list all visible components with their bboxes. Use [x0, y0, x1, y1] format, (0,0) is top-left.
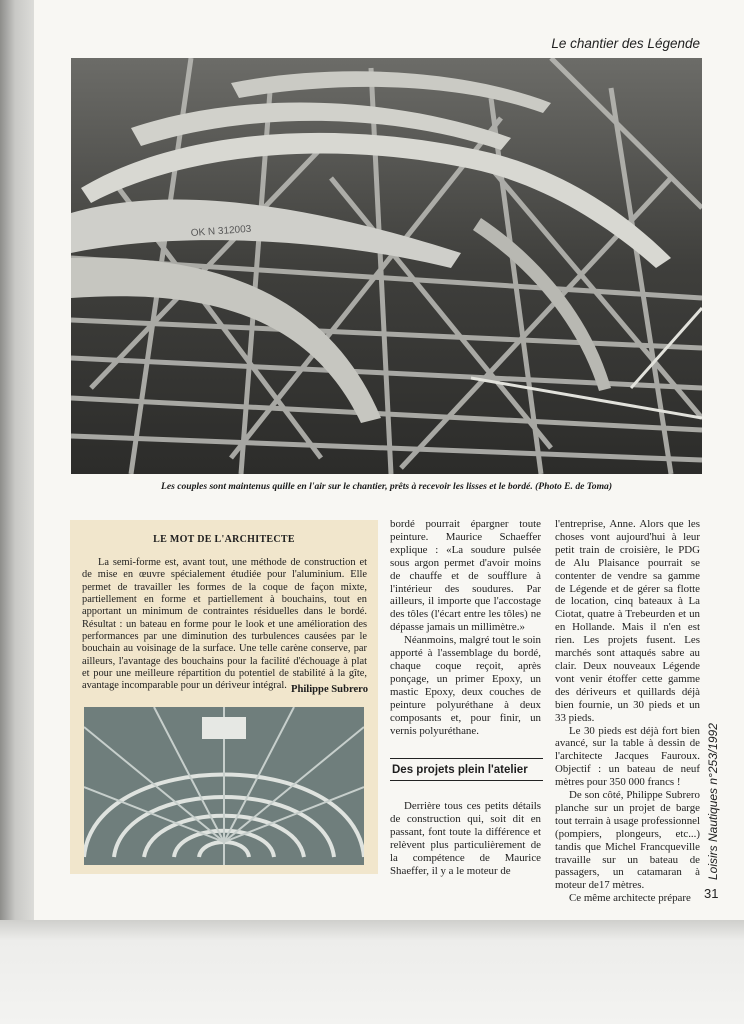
section-heading: Des projets plein l'atelier [390, 758, 543, 781]
paragraph: bordé pourrait épargner toute peinture. Maurice Schaeffer explique : «La soudure pulsée sous argon permet d'avoir moins de chauffe et de soufflure à l'intérieur des soudures. Par ailleurs, il importe que l'accostage des tôles (l'écart entre les tôles) ne dépasse jamais un millimètre.» [390, 518, 541, 634]
architect-sidebar [70, 520, 378, 874]
sidebar-author: Philippe Subrero [290, 684, 368, 695]
paragraph: Ce même architecte prépare [569, 892, 691, 905]
paragraph: Derrière tous ces petits détails de construction qui, soit dit en passant, font toute la différence et relèvent plus particulièrement de la compétence de Maurice Shaeffer, il y a le moteur de [390, 800, 541, 877]
article-column-3 [555, 518, 700, 905]
sidebar-text: La semi-forme est, avant tout, une méthode de construction et de mise en œuvre spécialement étudiée pour l'aluminium. Elle permet de travailler les formes de la coque de façon mixte, partiellement en forme et partiellement à bouchains, tout en apportant un minimum de contraintes résiduelles dans le bordé. Résultat : un bateau en forme pour le look et une amélioration des performances par une diminution des turbulences causées par le bouchain au voisinage de la surface. Une telle carène conserve, par ailleurs, l'avantage des bouchains pour la facilité d'échouage à plat et pour une meilleure répartition du potentiel de stabilité à la gîte, avantage incomparable pour un dériveur intégral. [82, 557, 367, 692]
paragraph: De son côté, Philippe Subrero planche sur un projet de barge tout terrain à usage professionnel (pompiers, plongeurs, etc...) tandis que Michel Francqueville travaille sur un bateau de passagers, un catamaran à moteur de17 mètres. [555, 789, 700, 892]
main-photo-caption: Les couples sont maintenus quille en l'air sur le chantier, prêts à recevoir les lisses et le bordé. (Photo E. de Toma) [160, 481, 613, 492]
article-column-2-continued [390, 800, 541, 877]
paragraph: l'entreprise, Anne. Alors que les choses vont aujourd'hui à leur petit train de croisière, le PDG de Alu Plaisance pourrait se contenter de vendre sa gamme de Légende et de gérer sa flotte de location, cinq bateaux à La Ciotat, quatre à Trebeurden et un en Hollande. Mais il n'en est rien. Les projets fusent. Les marchés sont attaqués sabre au clair. Deux nouveaux Légende vont venir étoffer cette gamme des dériveurs et quillards déjà bien fournie, un 30 pieds et un 33 pieds. [555, 518, 700, 724]
magazine-reference: Loisirs Nautiques n°253/1992 [706, 723, 720, 880]
frame-marking: OK N 312003 [190, 223, 252, 239]
background-below-page [0, 920, 744, 1024]
page-number: 31 [704, 886, 719, 901]
magazine-binding [0, 0, 34, 925]
article-column-2 [390, 518, 541, 737]
hull-interior-photo [84, 707, 364, 865]
paragraph: Le 30 pieds est déjà fort bien avancé, sur la table à dessin de l'architecte Jacques Fauroux. Objectif : un bateau de neuf mètres pour 350 000 francs ! [555, 724, 700, 789]
sidebar-title: LE MOT DE L'ARCHITECTE [153, 534, 295, 545]
paragraph: Néanmoins, malgré tout le soin apporté à l'assemblage du bordé, chaque coque reçoit, après ponçage, un primer Epoxy, un mastic Epoxy, deux couches de peinture polyuréthane à deux composants et, pour finir, un vernis polyuréthane. [390, 634, 541, 737]
running-head: Le chantier des Légende [551, 36, 700, 51]
main-photo-aluminium-frames [71, 58, 702, 474]
